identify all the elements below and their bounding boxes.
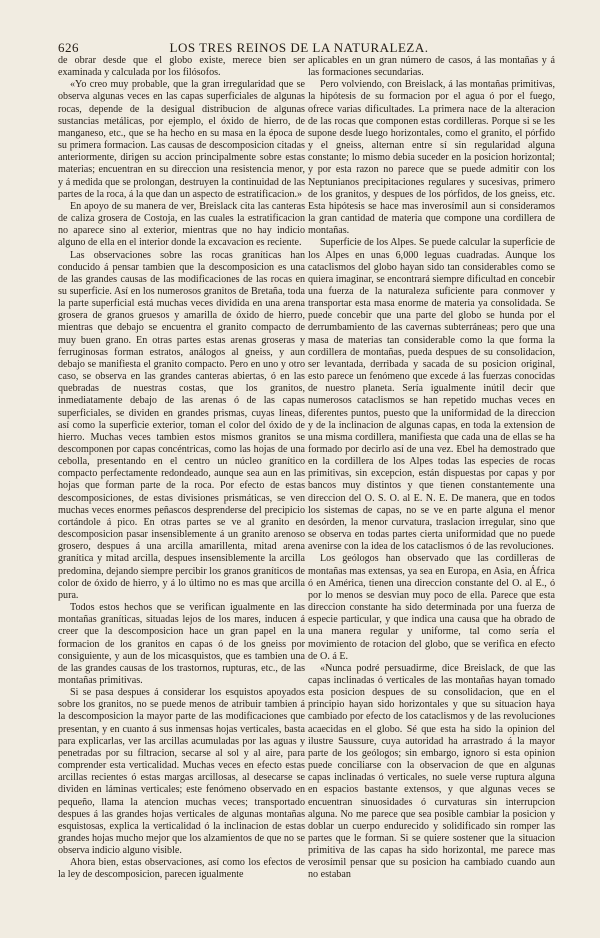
paragraph: Todos estos hechos que se verifican igualmente en las montañas graníticas, situadas lejos de los mares, inducen á creer que la descomposicion hace un gran papel en la formacion de los granitos en capas ó de los gneiss por consiguiente, y aun de los micasquistos, que es tambien una de las grandes causas de los trastornos, rupturas, etc., de las montañas primitivas.	[58, 602, 305, 686]
right-column	[308, 55, 555, 882]
running-title: LOS TRES REINOS DE LA NATURALEZA.	[169, 40, 429, 55]
paragraph: de obrar desde que el globo existe, merece bien ser examinada y calculada por los filósofos.	[58, 55, 305, 79]
paragraph: Pero volviendo, con Breislack, á las montañas primitivas, la hipótesis de su formacion por el agua ó por el fuego, ofrece varias dificultades. La primera nace de la alteracion de las rocas que componen estas cordilleras. Porque si se les supone desde luego horizontales, como el granito, el pórfido y el gneiss, alternan entre sí sin regularidad alguna constante; lo mismo debia suceder en la posicion horizontal; y por esta razon no parece que se puede admitir con los Neptunianos precipitaciones regulares y sucesivas, primero de los granitos, y despues de los pórfidos, de los gneiss, etc. Esta hipótesis se hace mas inverosímil aun si consideramos la gran cantidad de materia que compone una cordillera de montañas.	[308, 79, 555, 237]
paragraph: Si se pasa despues á considerar los esquistos apoyados sobre los granitos, no se puede menos de atribuir tambien á la descomposicion la mayor parte de las modificaciones que presentan, y en cuanto á sus inmensas hojas verticales, basta para explicarlas, ver las arcillas acumuladas por las aguas y penetradas por su filtracion, secarse al sol y al aire, para comprender esta verticalidad. Muchas veces en efecto estas arcillas recientes ó estas margas arcillosas, al desecarse se dividen en láminas verticales; este fenómeno observado en pequeño, llama la atencion muchas veces; transportado despues á las grandes hojas verticales de algunas montañas esquistosas, explica la verticalidad ó la inclinacion de estas grandes hojas mucho mejor que los alzamientos de que no se observa indicio alguno visible.	[58, 687, 305, 857]
paragraph: Ahora bien, estas observaciones, así como los efectos de la ley de descomposicion, parecen igualmente	[58, 857, 305, 881]
paragraph: Las observaciones sobre las rocas graníticas han conducido á pensar tambien que la descomposicion es una de las grandes causas de las modificaciones de las rocas en su superficie. Así en los numerosos granitos de Bretaña, toda la parte superficial está muchas veces dividida en una arena grosera de granos gruesos y amarilla de óxido de hierro, mientras que debajo se encuentra el granito compacto de muy buen grano. En otras partes estas arenas groseras y ferruginosas forman estratos, análogos al gneiss, y aun debajo se manifiesta el granito compacto. Pero en uno y otro caso, se observa en las grandes canteras abiertas, ó en las quebradas de nuestras costas, que los granitos, inmediatamente debajo de las arenas ó de las capas superficiales, se dividen en grandes prismas, cuyas líneas, así como la superficie exterior, toman el color del óxido de hierro. Muchas veces tambien estos mismos granitos se descomponen por capas concéntricas, como las hojas de una cebolla, presentando en el centro un núcleo granítico compacto perfectamente redondeado, aunque sea aun en las hojas que forman parte de la roca. Por efecto de estas descomposiciones, de estas divisiones prismáticas, se ven muchas veces enormes peñascos desprenderse del precipicio cortándole á pico. En otras partes se ve al granito en descomposicion pasar insensiblemente á un granito arenoso grosero, despues á una arcilla amarillenta, mitad arena granítica y mitad arcilla, despues insensiblemente la arcilla predomina, dejando siempre percibir los granos graníticos de color de óxido de hierro, y á lo último no es mas que arcilla pura.	[58, 249, 305, 601]
paragraph: «Nunca podré persuadirme, dice Breislack, de que las capas inclinadas ó verticales de las montañas hayan tomado esta posicion despues de su consolidacion, que en el principio hayan sido horizontales y que su situacion haya cambiado por efecto de los cataclismos y de las revoluciones acaecidas en el globo. Sé que esta ha sido la opinion del ilustre Saussure, cuya autoridad ha arrastrado á la mayor parte de los geólogos; sin embargo, ignoro si esta opinion puede conciliarse con la observacion de que en algunas capas inclinadas ó verticales, no suele verse ruptura alguna en espacios bastante extensos, y que algunas veces se encuentran sinuosidades ó curvaturas sin interrupcion alguna. No me parece que sea posible cambiar la posicion y doblar un cuerpo endurecido y solidificado sin romper las partes que le forman. Si se quiere sostener que la situacion primitiva de las capas ha sido horizontal, me parece mas verosímil pensar que su posicion ha cambiado cuando aun no estaban	[308, 662, 555, 881]
left-column	[58, 55, 305, 882]
paragraph: En apoyo de su manera de ver, Breislack cita las canteras de caliza grosera de Costoja, en las cuales la estratificacion no aparece sino al exterior, mientras que no hay indicio alguno de ella en el interior donde la excavacion es reciente.	[58, 200, 305, 249]
page-header	[58, 40, 540, 56]
paragraph: «Yo creo muy probable, que la gran irregularidad que se observa algunas veces en las capas superficiales de algunas rocas, depende de la desigual distribucion de algunas sustancias metálicas, por ejemplo, el óxido de hierro, de manganeso, etc., que se ha hecho en su masa en la época de su primera formacion. Las causas de descomposicion citadas anteriormente, dirigen su accion principalmente sobre estas materias; encuentran en su direccion una resistencia menor, y á medida que se prolongan, destruyen la continuidad de las partes de la roca, á la que dan un aspecto de estratificacion.»	[58, 79, 305, 200]
paragraph: Superficie de los Alpes. Se puede calcular la superficie de los Alpes en unas 6,000 leguas cuadradas. Aunque los cataclismos del globo hayan sido tan considerables como se quiera imaginar, se encontrará siempre dificultad en concebir una fuerza de la naturaleza suficiente para conmover y transportar esta masa enorme de materia ya consolidada. Se puede concebir que una parte del globo se hunda por el derrumbamiento de las cavernas subterráneas; pero que una masa de materias tan considerable como la que forma la cordillera de montañas, pueda despues de su consolidacion, ser levantada, derribada y sacada de su posicion original, esto parece un fenómeno que excede á las fuerzas conocidas de nuestro planeta. Sería igualmente inútil decir que numerosos cataclismos se han repetido muchas veces en diferentes puntos, puesto que la uniformidad de la direccion y de la inclinacion de algunas capas, en toda la extension de una misma cordillera, manifiesta que cada una de ellas se ha formado por decirlo así de una vez. Ebel ha demostrado que en la cordillera de los Alpes todas las especies de rocas primitivas, sin excepcion, están dispuestas por capas y por bancos muy distintos y que tienen constantemente una direccion del O. S. O. al E. N. E. De manera, que en todos los sistemas de capas, no se ve en parte alguna el menor desórden, la menor curvatura, traslacion irregular, sino que se observa en todas partes cierta uniformidad que no puede avenirse con la idea de los cataclismos ó de las revoluciones.	[308, 237, 555, 553]
paragraph: aplicables en un gran número de casos, á las montañas y á las formaciones secundarias.	[308, 55, 555, 79]
paragraph: Los geólogos han observado que las cordilleras de montañas mas extensas, ya sea en Europa, en Asia, en África ó en América, tienen una direccion constante del O. al E., ó por lo menos se desvian muy poco de ella. Parece que esta direccion constante ha sido determinada por una fuerza de especie particular, y que indica una causa que ha obrado de una manera regular y uniforme, tal como sería el movimiento de rotacion del globo, que se verifica en efecto de O. á E.	[308, 553, 555, 662]
page-number: 626	[58, 40, 79, 55]
